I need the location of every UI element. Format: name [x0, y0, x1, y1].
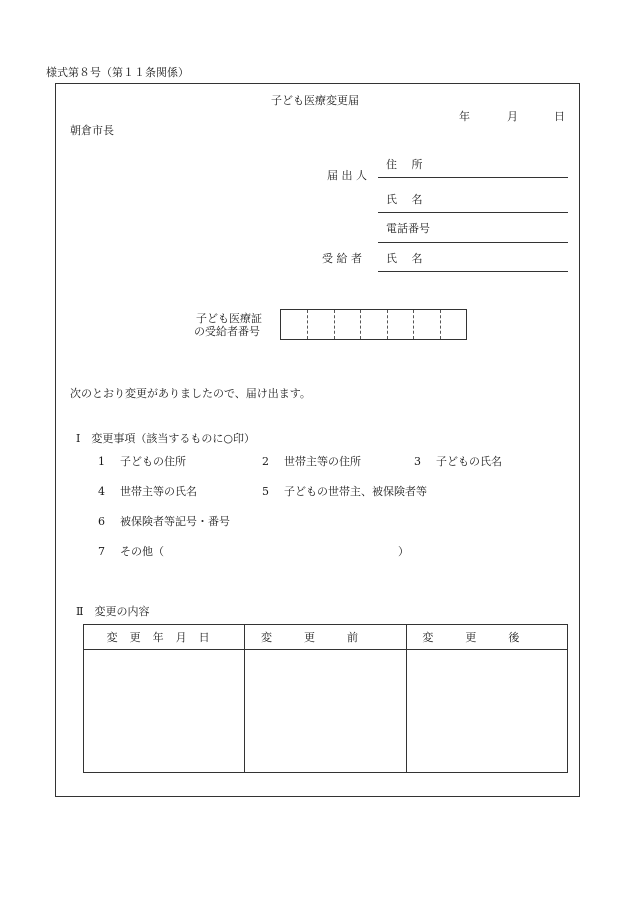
- intro-text: 次のとおり変更がありましたので、届け出ます。: [70, 387, 311, 400]
- before-cell[interactable]: [245, 650, 406, 773]
- recipient-label: 受 給 者: [322, 252, 362, 265]
- notifier-name-line[interactable]: [378, 212, 568, 213]
- column-header-before: 変更前: [245, 625, 406, 650]
- notifier-address-line[interactable]: [378, 177, 568, 178]
- change-item-6-text[interactable]: 被保険者等記号・番号: [120, 515, 230, 528]
- change-item-6-num[interactable]: 6: [98, 515, 105, 528]
- cert-number-digit-separator: [413, 310, 414, 339]
- cert-number-digit-separator: [307, 310, 308, 339]
- after-cell[interactable]: [406, 650, 567, 773]
- section2-heading: Ⅱ 変更の内容: [76, 605, 150, 618]
- cert-number-digit-separator: [360, 310, 361, 339]
- change-item-7-num[interactable]: 7: [98, 545, 105, 558]
- change-date-cell[interactable]: [84, 650, 245, 773]
- recipient-name-line[interactable]: [378, 271, 568, 272]
- change-item-4-text[interactable]: 世帯主等の氏名: [120, 485, 197, 498]
- date-year: 年: [459, 110, 470, 123]
- date-day: 日: [554, 110, 565, 123]
- change-item-2-num[interactable]: 2: [262, 455, 269, 468]
- change-item-3-text[interactable]: 子どもの氏名: [436, 455, 502, 468]
- recipient-name-label: 氏 名: [386, 252, 423, 265]
- change-item-3-num[interactable]: 3: [414, 455, 421, 468]
- column-header-after: 変更後: [406, 625, 567, 650]
- notifier-phone-label: 電話番号: [386, 222, 430, 235]
- form-number-label: 様式第８号（第１１条関係）: [46, 66, 189, 79]
- column-header-change-date: 変更年月日: [84, 625, 245, 650]
- date-month: 月: [507, 110, 518, 123]
- notifier-address-label: 住 所: [386, 158, 423, 171]
- cert-number-label-line2: の受給者番号: [194, 325, 260, 338]
- notifier-phone-line[interactable]: [378, 242, 568, 243]
- notifier-label: 届 出 人: [327, 169, 367, 182]
- change-item-1-num[interactable]: 1: [98, 455, 105, 468]
- notifier-name-label: 氏 名: [386, 193, 423, 206]
- cert-number-box[interactable]: [280, 309, 467, 340]
- addressee: 朝倉市長: [70, 124, 114, 137]
- change-item-4-num[interactable]: 4: [98, 485, 105, 498]
- change-item-1-text[interactable]: 子どもの住所: [120, 455, 186, 468]
- cert-number-digit-separator: [387, 310, 388, 339]
- change-item-5-num[interactable]: 5: [262, 485, 269, 498]
- cert-number-digit-separator: [440, 310, 441, 339]
- change-item-7-text[interactable]: その他（: [120, 545, 164, 558]
- cert-number-digit-separator: [334, 310, 335, 339]
- section1-heading: Ⅰ 変更事項（該当するものに○印）: [76, 432, 255, 445]
- change-item-7-close: ）: [398, 545, 409, 558]
- form-title: 子ども医療変更届: [271, 94, 359, 107]
- cert-number-label-line1: 子ども医療証: [196, 312, 262, 325]
- change-item-5-text[interactable]: 子どもの世帯主、被保険者等: [284, 485, 427, 498]
- change-item-2-text[interactable]: 世帯主等の住所: [284, 455, 361, 468]
- change-details-table: [83, 624, 568, 773]
